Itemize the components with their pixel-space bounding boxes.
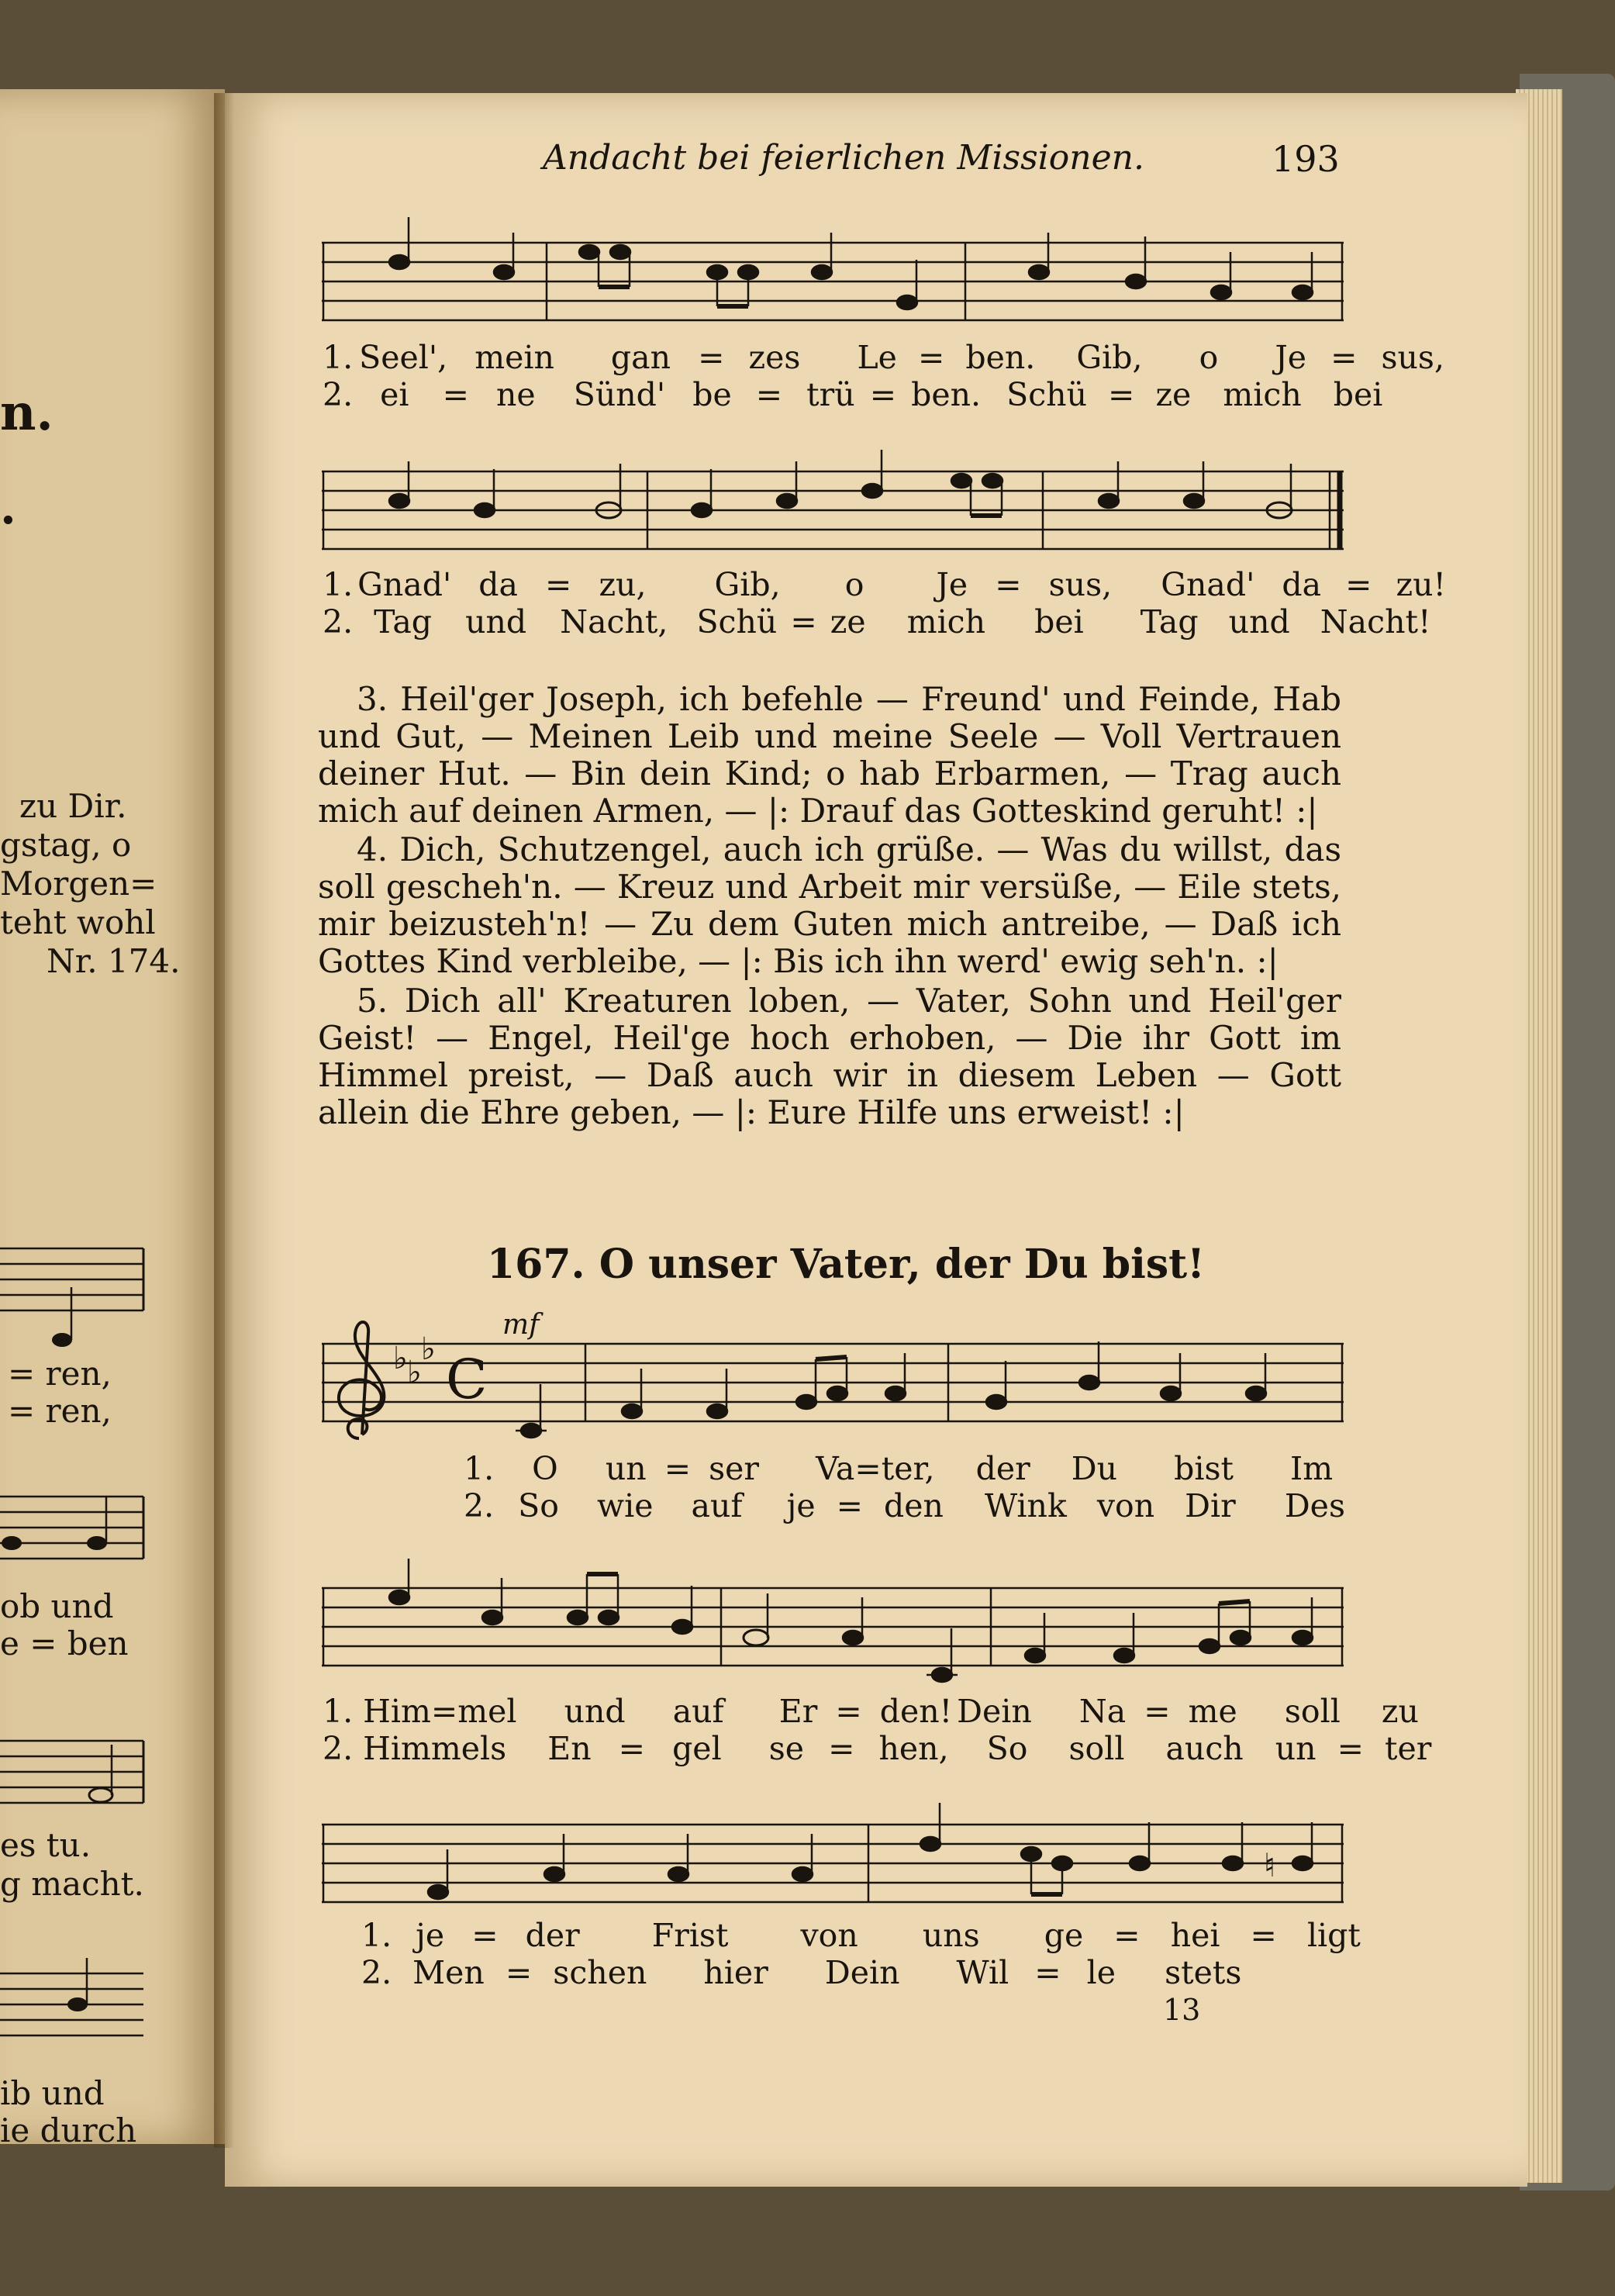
lyric-syllable: ser xyxy=(709,1450,760,1487)
lyric-syllable: ge xyxy=(1044,1917,1084,1954)
lyric-line-2-2 xyxy=(323,603,1430,640)
lyric-syllable: von xyxy=(1096,1487,1155,1524)
lyric-syllable: = xyxy=(1108,376,1135,413)
lyric-syllable: den! xyxy=(879,1693,953,1730)
natural-sign-icon: ♮ xyxy=(1264,1846,1276,1884)
lyric-line-3-1 xyxy=(464,1450,1333,1487)
lyric-syllable: un xyxy=(1275,1730,1317,1767)
lyric-syllable: auf xyxy=(691,1487,743,1524)
lyric-syllable: Tag xyxy=(1140,603,1199,640)
left-page xyxy=(0,89,225,2144)
lyric-syllable: hier xyxy=(703,1954,768,1991)
lyric-syllable: je xyxy=(786,1487,816,1524)
lyric-syllable: mein xyxy=(474,339,554,376)
lyric-syllable: = xyxy=(836,1487,863,1524)
left-text-line: gstag, o xyxy=(0,826,132,864)
lyric-line-1-2 xyxy=(323,376,1382,413)
lyric-syllable: sus, xyxy=(1048,566,1113,603)
lyric-syllable: = xyxy=(1330,339,1358,376)
lyric-syllable: Gib, xyxy=(1076,339,1143,376)
lyric-syllable: = xyxy=(442,376,469,413)
left-lyric: = ren, xyxy=(8,1355,112,1393)
lyric-syllable: 2. xyxy=(464,1487,495,1524)
lyric-syllable: gan xyxy=(610,339,671,376)
lyric-syllable: Tag xyxy=(374,603,433,640)
lyric-syllable: ze xyxy=(1155,376,1192,413)
lyric-syllable: = xyxy=(505,1954,533,1991)
lyric-syllable: auf xyxy=(672,1693,724,1730)
lyric-syllable: = xyxy=(664,1450,692,1487)
lyric-syllable: = xyxy=(698,339,725,376)
lyric-syllable: hen, xyxy=(878,1730,949,1767)
lyric-syllable: ei xyxy=(380,376,409,413)
lyric-syllable: Dein xyxy=(957,1693,1032,1730)
lyric-syllable: So xyxy=(518,1487,559,1524)
lyric-syllable: Wink xyxy=(985,1487,1067,1524)
lyric-syllable: der xyxy=(975,1450,1030,1487)
lyric-line-5-1 xyxy=(361,1917,1361,1954)
lyric-syllable: me xyxy=(1188,1693,1237,1730)
running-header: Andacht bei feierlichen Missionen. xyxy=(543,138,1144,178)
left-lyric: ib und xyxy=(0,2074,105,2112)
lyric-syllable: = xyxy=(618,1730,646,1767)
common-time-icon: C xyxy=(446,1348,488,1411)
stanza-4: 4. Dich, Schutzengel, auch ich grüße. — Was du willst, das soll gescheh'n. — Kreuz und Arbeit mir versüße, — Eile stets, mir beizusteh'n! — Zu dem Guten mich antreibe, — Daß ich Gottes Kind verbleibe, — |: Bis ich ihn werd' ewig seh'n. :| xyxy=(318,830,1341,980)
lyric-syllable: Him xyxy=(363,1693,431,1730)
lyric-syllable: = xyxy=(995,566,1022,603)
lyric-syllable: = xyxy=(790,603,817,640)
lyric-syllable: un xyxy=(605,1450,647,1487)
lyric-syllable: Du xyxy=(1071,1450,1118,1487)
lyric-syllable: bei xyxy=(1333,376,1383,413)
lyric-syllable: der xyxy=(525,1917,580,1954)
stanza-5: 5. Dich all' Kreaturen loben, — Vater, Sohn und Heil'ger Geist! — Engel, Heil'ge hoch erhoben, — Die ihr Gott im Himmel preist, — Daß auch wir in diesem Leben — Gott allein die Ehre geben, — |: Eure Hilfe uns erweist! :| xyxy=(318,982,1341,1131)
left-lyric: ob und xyxy=(0,1587,114,1625)
signature-mark: 13 xyxy=(1163,1993,1201,2027)
lyric-syllable: Le xyxy=(857,339,897,376)
lyric-syllable: o xyxy=(1199,339,1219,376)
lyric-syllable: = xyxy=(1337,1730,1364,1767)
lyric-line-4-1 xyxy=(323,1693,1419,1730)
lyric-syllable: Sünd' xyxy=(573,376,666,413)
stanza-3: 3. Heil'ger Joseph, ich befehle — Freund' und Feinde, Hab und Gut, — Meinen Leib und meine Seele — Voll Vertrauen deiner Hut. — Bin dein Kind; o hab Erbarmen, — Trag auch mich auf deinen Armen, — |: Drauf das Gotteskind geruht! :| xyxy=(318,680,1341,830)
lyric-syllable: zu! xyxy=(1396,566,1447,603)
lyric-syllable: = xyxy=(854,1450,882,1487)
lyric-syllable: ne xyxy=(496,376,536,413)
lyric-syllable: soll xyxy=(1284,1693,1341,1730)
left-lyric: es tu. xyxy=(0,1826,91,1864)
lyric-syllable: se xyxy=(768,1730,805,1767)
lyric-syllable: stets xyxy=(1165,1954,1242,1991)
lyric-syllable: = xyxy=(1034,1954,1061,1991)
lyric-syllable: Dir xyxy=(1185,1487,1236,1524)
lyric-syllable: den xyxy=(884,1487,944,1524)
lyric-syllable: Va xyxy=(816,1450,855,1487)
lyric-syllable: zes xyxy=(748,339,801,376)
lyric-syllable: 2. xyxy=(323,603,354,640)
lyric-syllable: = xyxy=(1250,1917,1277,1954)
lyric-syllable: Nacht! xyxy=(1320,603,1431,640)
lyric-syllable: En xyxy=(547,1730,592,1767)
lyric-syllable: sus, xyxy=(1381,339,1445,376)
lyric-syllable: bei xyxy=(1034,603,1084,640)
lyric-syllable: = xyxy=(755,376,783,413)
lyric-syllable: da xyxy=(1282,566,1322,603)
flat-icon: ♭ xyxy=(407,1355,422,1390)
lyric-syllable: trü xyxy=(806,376,855,413)
lyric-syllable: le xyxy=(1086,1954,1116,1991)
lyric-syllable: Men xyxy=(412,1954,485,1991)
lyric-syllable: Himmels xyxy=(363,1730,507,1767)
left-text-line: teht wohl xyxy=(0,903,156,941)
lyric-syllable: 1. xyxy=(464,1450,495,1487)
left-lyric: ie durch xyxy=(0,2111,137,2144)
left-text-line: Morgen= xyxy=(0,865,157,903)
lyric-syllable: = xyxy=(1345,566,1372,603)
lyric-syllable: und xyxy=(1228,603,1290,640)
lyric-syllable: = xyxy=(917,339,945,376)
lyric-syllable: Gnad' xyxy=(1161,566,1255,603)
lyric-syllable: o xyxy=(844,566,864,603)
lyric-line-5-2 xyxy=(361,1954,1241,1991)
flat-icon: ♭ xyxy=(421,1331,436,1367)
lyric-syllable: 2. xyxy=(361,1954,392,1991)
lyric-line-2-1 xyxy=(323,566,1446,603)
left-text-line: Nr. 174. xyxy=(47,942,181,980)
lyric-syllable: ze xyxy=(830,603,866,640)
lyric-syllable: mich xyxy=(1223,376,1302,413)
lyric-syllable: be xyxy=(692,376,732,413)
left-heading-fragment: n. xyxy=(0,384,53,442)
lyric-syllable: So xyxy=(986,1730,1028,1767)
lyric-syllable: Schü xyxy=(696,603,778,640)
lyric-syllable: Je xyxy=(936,566,968,603)
left-lyric: g macht. xyxy=(0,1865,144,1903)
lyric-syllable: Des xyxy=(1284,1487,1345,1524)
left-lyric: e = ben xyxy=(0,1624,129,1662)
hymn-title: 167. O unser Vater, der Du bist! xyxy=(487,1241,1205,1288)
lyric-syllable: Na xyxy=(1078,1693,1127,1730)
lyric-syllable: = xyxy=(828,1730,855,1767)
lyric-syllable: 1. xyxy=(323,1693,354,1730)
lyric-syllable: schen xyxy=(553,1954,647,1991)
lyric-syllable: 2. xyxy=(323,376,354,413)
lyric-syllable: 1. xyxy=(323,339,354,376)
lyric-syllable: = xyxy=(545,566,572,603)
lyric-syllable: = xyxy=(869,376,897,413)
lyric-line-1-1 xyxy=(323,339,1444,376)
music-staff-3 xyxy=(322,1322,1345,1446)
lyric-syllable: 2. xyxy=(323,1730,354,1767)
lyric-syllable: ter xyxy=(1385,1730,1432,1767)
music-staff-2 xyxy=(322,450,1345,566)
lyric-syllable: Frist xyxy=(651,1917,729,1954)
lyric-line-4-2 xyxy=(323,1730,1431,1767)
lyric-syllable: uns xyxy=(922,1917,980,1954)
lyric-syllable: 1. xyxy=(361,1917,392,1954)
lyric-syllable: 1. xyxy=(323,566,354,603)
lyric-syllable: ligt xyxy=(1306,1917,1361,1954)
left-text-line: zu Dir. xyxy=(19,787,127,825)
left-staff-fragment-1 xyxy=(0,1248,155,1357)
lyric-syllable: von xyxy=(800,1917,858,1954)
lyric-syllable: mel xyxy=(457,1693,517,1730)
lyric-syllable: Dein xyxy=(824,1954,900,1991)
page-number: 193 xyxy=(1272,138,1340,180)
lyric-syllable: je xyxy=(416,1917,445,1954)
lyric-syllable: mich xyxy=(906,603,986,640)
lyric-syllable: Im xyxy=(1290,1450,1334,1487)
lyric-syllable: da xyxy=(478,566,518,603)
lyric-syllable: Gnad' xyxy=(357,566,452,603)
lyric-syllable: = xyxy=(835,1693,862,1730)
lyric-syllable: Seel', xyxy=(359,339,448,376)
lyric-syllable: wie xyxy=(597,1487,654,1524)
dynamic-marking: mf xyxy=(502,1309,540,1341)
lyric-syllable: = xyxy=(1144,1693,1171,1730)
lyric-syllable: Wil xyxy=(956,1954,1009,1991)
lyric-syllable: auch xyxy=(1165,1730,1244,1767)
lyric-syllable: zu, xyxy=(599,566,647,603)
lyric-syllable: soll xyxy=(1068,1730,1125,1767)
flat-icon: ♭ xyxy=(393,1341,408,1376)
left-lyric: = ren, xyxy=(8,1392,112,1430)
lyric-line-3-2 xyxy=(464,1487,1345,1524)
lyric-syllable: ben. xyxy=(911,376,982,413)
book-gutter xyxy=(214,93,234,2148)
music-staff-5 xyxy=(322,1803,1345,1919)
lyric-syllable: Er xyxy=(778,1693,818,1730)
lyric-syllable: zu xyxy=(1381,1693,1419,1730)
left-staff-fragment-3 xyxy=(0,1741,155,1826)
lyric-syllable: und xyxy=(564,1693,626,1730)
left-staff-fragment-2 xyxy=(0,1497,155,1582)
lyric-syllable: O xyxy=(532,1450,558,1487)
lyric-syllable: bist xyxy=(1174,1450,1234,1487)
lyric-syllable: Je xyxy=(1275,339,1307,376)
lyric-syllable: = xyxy=(471,1917,499,1954)
lyric-syllable: Schü xyxy=(1006,376,1087,413)
lyric-syllable: hei xyxy=(1170,1917,1220,1954)
lyric-syllable: Gib, xyxy=(714,566,781,603)
lyric-syllable: = xyxy=(1113,1917,1141,1954)
music-staff-1 xyxy=(322,221,1345,337)
lyric-syllable: und xyxy=(465,603,527,640)
lyric-syllable: Nacht, xyxy=(560,603,668,640)
lyric-syllable: ter, xyxy=(881,1450,935,1487)
lyric-syllable: = xyxy=(430,1693,458,1730)
lyric-syllable: ben. xyxy=(965,339,1036,376)
music-staff-4 xyxy=(322,1566,1345,1702)
left-heading-fragment-2: . xyxy=(0,481,16,535)
lyric-syllable: gel xyxy=(672,1730,722,1767)
left-staff-fragment-4 xyxy=(0,1973,155,2059)
